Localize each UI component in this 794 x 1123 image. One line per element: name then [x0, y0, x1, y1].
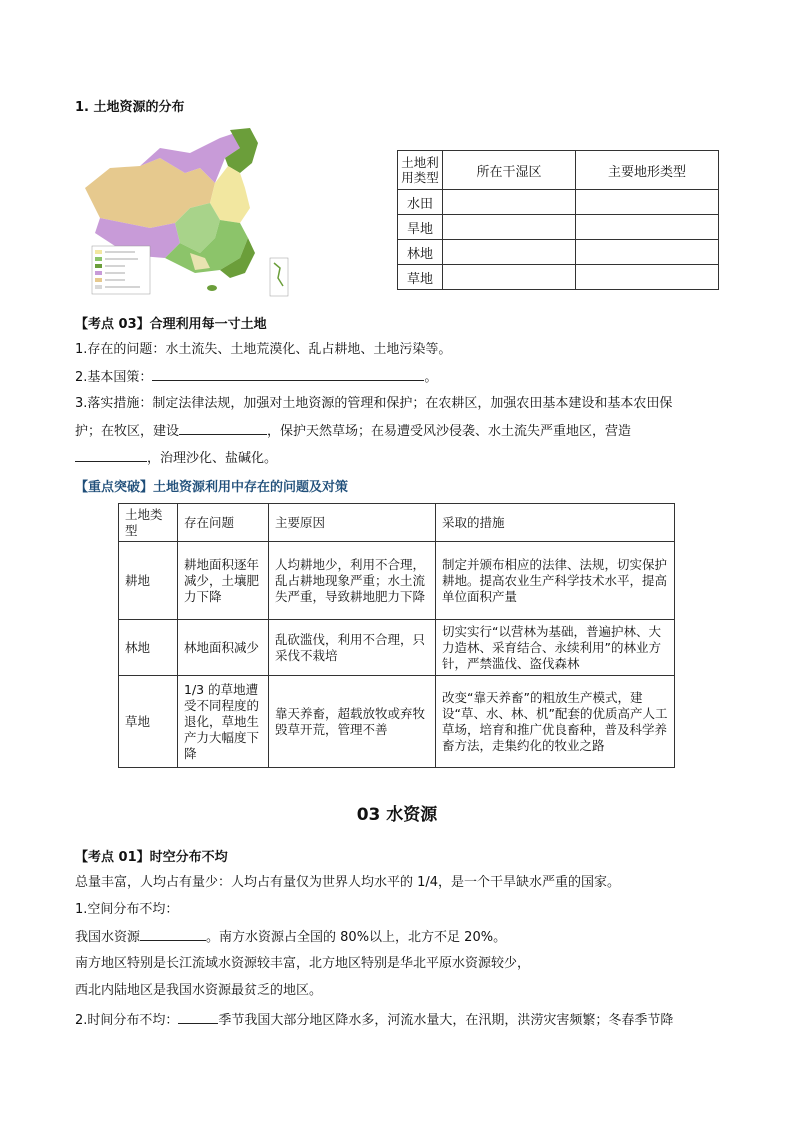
- season-blank[interactable]: [178, 1009, 218, 1024]
- row-measure: 改变“靠天养畜”的粗放生产模式，建设“草、水、林、机”配套的优质高产人工草场，培育和推广优良畜种，普及科学养畜方法，走集约化的牧业之路: [436, 676, 675, 768]
- basic-policy-blank[interactable]: [152, 366, 424, 381]
- legend-swatch-1: [95, 250, 102, 254]
- map-inset-box: [270, 258, 288, 296]
- problems-row-grass: [119, 676, 675, 768]
- water-total-line: 总量丰富，人均占有量少：人均占有量仅为世界人均水平的 1/4，是一个干旱缺水严重的国家。: [75, 875, 621, 890]
- problems-header-problem: 存在问题: [178, 504, 269, 542]
- land-use-row-type: 林地: [398, 240, 443, 265]
- water-section-heading: 03 水资源: [356, 805, 438, 825]
- zhongdian-heading: [75, 476, 348, 495]
- kaodian-03-title: 合理利用每一寸土地: [149, 317, 267, 332]
- land-use-row: [398, 240, 719, 265]
- zhongdian-bracket: 【重点突破】: [75, 480, 154, 495]
- land-use-row: [398, 215, 719, 240]
- kaodian-01-title: 时空分布不均: [149, 850, 228, 865]
- legend-swatch-3: [95, 264, 102, 268]
- legend-swatch-4: [95, 271, 102, 275]
- land-distribution-title: 1. 土地资源的分布: [75, 100, 185, 115]
- basic-policy-end: 。: [424, 370, 438, 385]
- row-problem: 耕地面积逐年减少，土壤肥力下降: [178, 542, 269, 620]
- water-distribution-blank[interactable]: [140, 926, 206, 941]
- problems-row-forest: [119, 620, 675, 676]
- water-temporal-suffix: 季节我国大部分地区降水多，河流水量大，在汛期，洪涝灾害频繁；冬春季节降: [218, 1013, 674, 1028]
- zhongdian-title: 土地资源利用中存在的问题及对策: [153, 480, 349, 495]
- measures-line-c: [75, 447, 725, 470]
- land-use-row-type: 旱地: [398, 215, 443, 240]
- problems-header-type: 土地类型: [119, 504, 178, 542]
- land-use-blank-cell: [443, 215, 576, 240]
- water-distribution-line: [75, 926, 725, 949]
- land-use-header-terrain: 主要地形类型: [576, 151, 719, 190]
- problems-row-farmland: [119, 542, 675, 620]
- row-cause: 人均耕地少，利用不合理，乱占耕地现象严重；水土流失严重，导致耕地肥力下降: [269, 542, 436, 620]
- problems-header-measure: 采取的措施: [436, 504, 675, 542]
- problem-line: 1.存在的问题：水土流失、土地荒漠化、乱占耕地、土地污染等。: [75, 342, 452, 357]
- land-use-blank-cell: [576, 215, 719, 240]
- water-temporal-prefix: 2.时间分布不均：: [75, 1013, 179, 1028]
- water-temporal-line: [75, 1009, 725, 1032]
- water-distribution-suffix: 。南方水资源占全国的 80%以上，北方不足 20%。: [206, 930, 507, 945]
- kaodian-01-heading: [75, 846, 228, 865]
- basic-policy-line: [75, 366, 725, 389]
- land-use-blank-cell: [576, 240, 719, 265]
- water-distribution-prefix: 我国水资源: [75, 930, 141, 945]
- land-use-header-type: 土地利用类型: [398, 151, 443, 190]
- row-type: 林地: [119, 620, 178, 676]
- land-use-table: [397, 150, 719, 290]
- problems-table: [118, 503, 675, 768]
- land-use-blank-cell: [576, 265, 719, 290]
- land-use-row-type: 水田: [398, 190, 443, 215]
- measures-line-a: 3.落实措施：制定法律法规，加强对土地资源的管理和保护；在农耕区，加强农田基本建设和基本农田保: [75, 396, 673, 411]
- row-problem: 1/3 的草地遭受不同程度的退化，草地生产力大幅度下降: [178, 676, 269, 768]
- row-type: 耕地: [119, 542, 178, 620]
- measures-b-prefix: 护；在牧区，建设: [75, 424, 180, 439]
- kaodian-01-bracket: 【考点 01】: [75, 850, 150, 865]
- measures-line-b: [75, 420, 725, 443]
- row-type: 草地: [119, 676, 178, 768]
- basic-policy-label: 2.基本国策：: [75, 370, 153, 385]
- land-use-map: [80, 128, 290, 298]
- map-hainan: [207, 285, 217, 291]
- land-use-blank-cell: [443, 265, 576, 290]
- shelter-forest-blank[interactable]: [75, 447, 147, 462]
- water-south-north-line: 南方地区特别是长江流域水资源较丰富，北方地区特别是华北平原水资源较少，: [75, 956, 531, 971]
- measures-b-mid: ，保护天然草场；在易遭受风沙侵袭、水土流失严重地区，营造: [267, 424, 632, 439]
- land-use-row-type: 草地: [398, 265, 443, 290]
- legend-swatch-5: [95, 278, 102, 282]
- legend-swatch-2: [95, 257, 102, 261]
- land-use-blank-cell: [443, 240, 576, 265]
- land-use-row: [398, 190, 719, 215]
- land-use-blank-cell: [443, 190, 576, 215]
- kaodian-03-heading: [75, 313, 267, 332]
- legend-swatch-6: [95, 285, 102, 289]
- measures-c-suffix: ，治理沙化、盐碱化。: [147, 451, 278, 466]
- problems-header-cause: 主要原因: [269, 504, 436, 542]
- row-cause: 靠天养畜，超载放牧或弃牧毁草开荒，管理不善: [269, 676, 436, 768]
- land-use-header-dryness: 所在干湿区: [443, 151, 576, 190]
- row-measure: 制定并颁布相应的法律、法规，切实保护耕地。提高农业生产科学技术水平，提高单位面积产量: [436, 542, 675, 620]
- problems-header-row: [119, 504, 675, 542]
- water-spatial-line: 1.空间分布不均：: [75, 902, 179, 917]
- row-cause: 乱砍滥伐，利用不合理，只采伐不栽培: [269, 620, 436, 676]
- land-use-row: [398, 265, 719, 290]
- pasture-blank[interactable]: [179, 420, 267, 435]
- land-use-blank-cell: [576, 190, 719, 215]
- row-problem: 林地面积减少: [178, 620, 269, 676]
- row-measure: 切实实行“以营林为基础，普遍护林、大力造林、采育结合、永续利用”的林业方针，严禁滥伐、盗伐森林: [436, 620, 675, 676]
- kaodian-03-bracket: 【考点 03】: [75, 317, 150, 332]
- water-northwest-line: 西北内陆地区是我国水资源最贫乏的地区。: [75, 983, 323, 998]
